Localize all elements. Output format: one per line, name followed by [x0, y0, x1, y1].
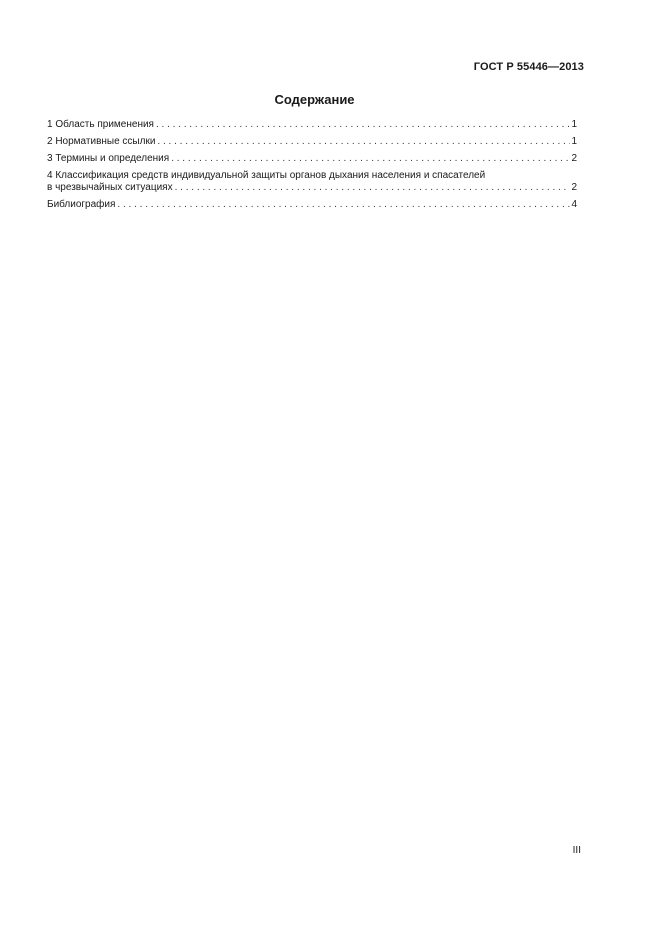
toc-entry-page: 2: [571, 182, 577, 193]
table-of-contents: [47, 119, 577, 216]
toc-dot-leader: [157, 136, 570, 148]
toc-entry-scope[interactable]: [47, 119, 577, 131]
page-number: III: [572, 845, 581, 856]
toc-title: Содержание: [274, 92, 355, 107]
toc-entry-page: 1: [571, 119, 577, 130]
toc-dot-leader: [156, 119, 570, 131]
toc-dot-leader: [171, 153, 570, 165]
toc-entry-label: Библиография: [47, 199, 116, 210]
toc-entry-label: 3 Термины и определения: [47, 153, 170, 164]
toc-dot-leader: [175, 182, 571, 194]
toc-entry-classification[interactable]: [47, 170, 577, 194]
toc-entry-bibliography[interactable]: [47, 199, 577, 211]
toc-entry-terms[interactable]: [47, 153, 577, 165]
document-code: ГОСТ Р 55446—2013: [473, 61, 584, 73]
toc-entry-page: 4: [571, 199, 577, 210]
toc-entry-label: в чрезвычайных ситуациях: [47, 182, 173, 193]
toc-entry-label: 2 Нормативные ссылки: [47, 136, 156, 147]
toc-entry-normative-references[interactable]: [47, 136, 577, 148]
toc-entry-label: 1 Область применения: [47, 119, 154, 130]
toc-entry-page: 1: [571, 136, 577, 147]
toc-dot-leader: [117, 199, 570, 211]
toc-entry-page: 2: [571, 153, 577, 164]
toc-entry-label-first-line: 4 Классификация средств индивидуальной защиты органов дыхания населения и спасателей: [47, 170, 486, 181]
